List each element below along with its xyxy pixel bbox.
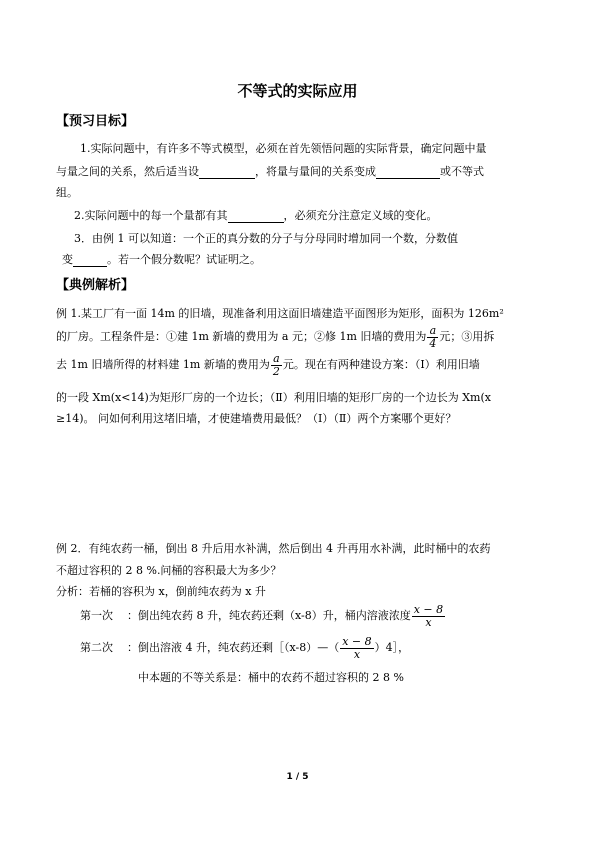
fill-blank — [228, 210, 284, 223]
fraction-x-minus-8-over-x — [412, 604, 445, 629]
analysis-line: 分析：若桶的容积为 x，倒前纯农药为 x 升 — [56, 585, 266, 598]
fraction-numerator: a — [427, 325, 438, 338]
preview-item2-text-a: 2.实际问题中的每一个量都有其 — [74, 209, 228, 222]
example1-line5: ≥14)。 问如何利用这堵旧墙，才使建墙费用最低？（Ⅰ）（Ⅱ）两个方案哪个更好？ — [56, 412, 457, 425]
fraction-numerator: x − 8 — [413, 602, 444, 616]
fraction-denominator: 2 — [272, 364, 280, 378]
fraction-denominator: x — [425, 615, 432, 629]
preview-item1-line3: 组。 — [56, 186, 78, 199]
preview-heading: 【预习目标】 — [56, 114, 135, 129]
step1-line — [80, 602, 446, 630]
example1-text-2b: 元；③用拆 — [439, 330, 495, 343]
fraction-numerator: a — [271, 353, 282, 366]
fraction-denominator: 4 — [429, 336, 437, 350]
example1-line1: 例 1.某工厂有一面 14m 的旧墙，现准备利用这面旧墙建造平面图形为矩形，面积为 126m² — [56, 307, 504, 320]
step2-label: 第二次 — [80, 641, 113, 654]
conclusion-line: 中本题的不等关系是：桶中的农药不超过容积的 2 8 % — [138, 671, 404, 684]
example1-text-3b: 元。现在有两种建设方案：（Ⅰ）利用旧墙 — [282, 358, 480, 371]
example1-line4: 的一段 Xm(x<14)为矩形厂房的一个边长；（Ⅱ）利用旧墙的矩形厂房的一个边长为 Xm(x — [56, 391, 491, 404]
preview-item3-text-b: 。若一个假分数呢？试证明之。 — [107, 253, 261, 266]
preview-item3-line1: 3．由例 1 可以知道：一个正的真分数的分子与分母同时增加同一个数，分数值 — [74, 232, 458, 245]
fraction-a-over-4 — [427, 325, 438, 350]
preview-item2 — [74, 209, 438, 223]
preview-item3-text-a: 变 — [62, 253, 73, 266]
preview-item1-text-b: ，将量与量间的关系变成 — [255, 165, 376, 178]
step2-text-a: ：倒出溶液 4 升，纯农药还剩［（x-8）—（ — [127, 641, 340, 654]
preview-item1-line1: 1.实际问题中，有许多不等式模型，必须在首先领悟问题的实际背景，确定问题中量 — [80, 142, 487, 155]
step1-label: 第一次 — [80, 609, 113, 622]
preview-item1-line2 — [56, 165, 484, 179]
fraction-numerator: x − 8 — [342, 634, 372, 648]
preview-item2-text-b: ，必须充分注意定义域的变化。 — [283, 209, 438, 222]
preview-item1-text-c: 或不等式 — [440, 165, 484, 178]
example2-line2: 不超过容积的 2 8 %.问桶的容积最大为多少？ — [56, 564, 282, 577]
fraction-denominator: x — [353, 647, 361, 661]
step2-text-b: ）4］， — [374, 641, 410, 654]
fill-blank — [199, 166, 255, 179]
example2-line1: 例 2．有纯农药一桶，倒出 8 升后用水补满，然后倒出 4 升再用水补满，此时桶中的农药 — [56, 542, 491, 555]
fill-blank — [73, 254, 107, 267]
step2-line — [80, 634, 409, 662]
preview-item3-line2 — [62, 253, 261, 267]
preview-item1-text-a: 与量之间的关系，然后适当设 — [56, 165, 199, 178]
page-number: 1 / 5 — [286, 772, 309, 782]
examples-heading: 【典例解析】 — [56, 278, 135, 293]
example1-line2 — [56, 324, 494, 350]
fraction-x-minus-8-over-x — [340, 636, 373, 661]
step1-text: ：倒出纯农药 8 升，纯农药还剩（x-8）升，桶内溶液浓度 — [127, 609, 411, 622]
page-title: 不等式的实际应用 — [237, 82, 358, 100]
example1-line3 — [56, 352, 480, 378]
fraction-a-over-2 — [271, 353, 282, 378]
fill-blank — [376, 166, 440, 179]
example1-text-3a: 去 1m 旧墙所得的材料建 1m 新墙的费用为 — [56, 358, 270, 371]
example1-text-2a: 的厂房。工程条件是：①建 1m 新墙的费用为 a 元；②修 1m 旧墙的费用为 — [56, 330, 427, 343]
